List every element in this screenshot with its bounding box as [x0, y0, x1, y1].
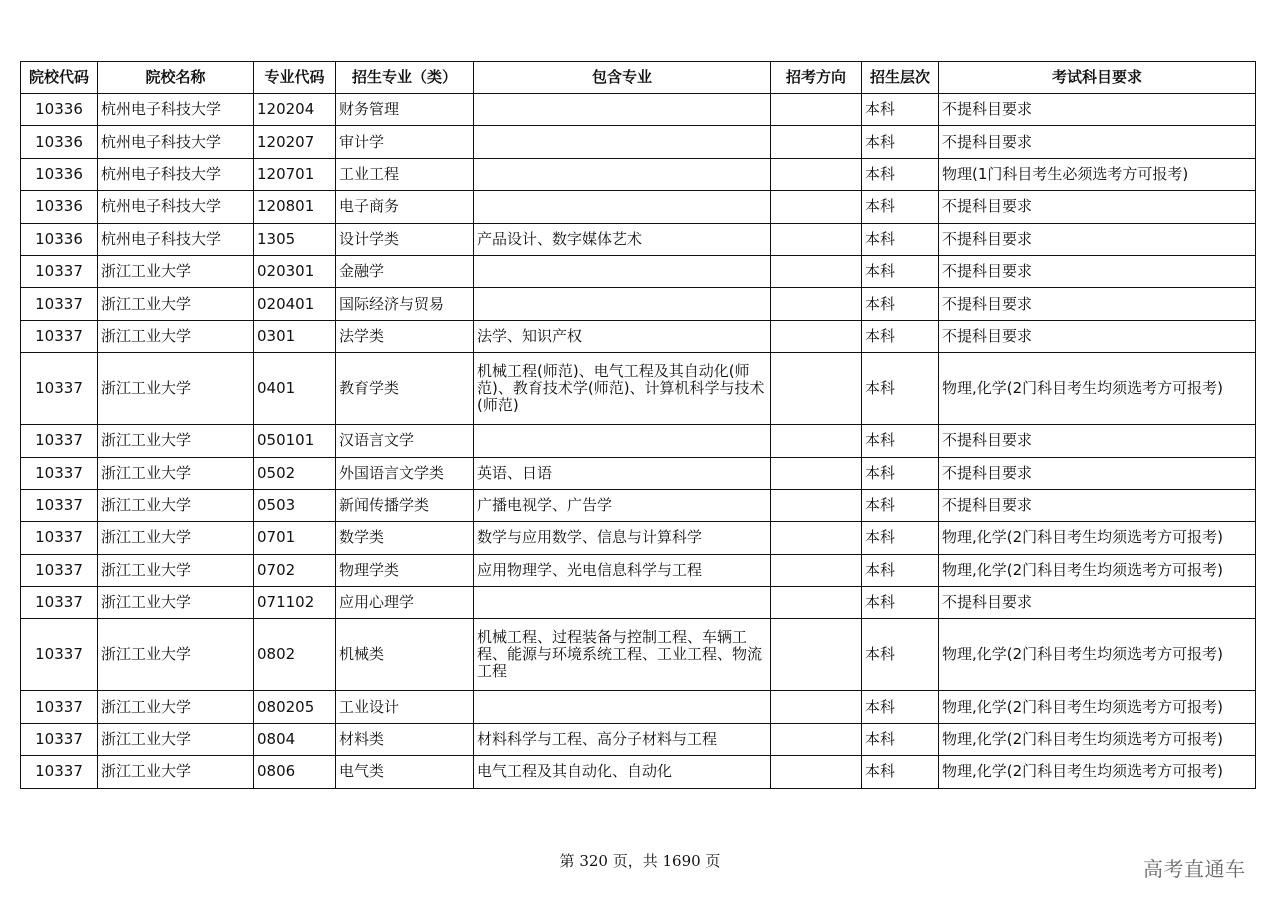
- cell-school-name: 浙江工业大学: [98, 723, 254, 755]
- cell-major-code: 1305: [254, 223, 336, 255]
- cell-direction: [771, 489, 862, 521]
- table-row: [21, 191, 1256, 223]
- cell-school-name: 浙江工业大学: [98, 756, 254, 788]
- cell-includes: 机械工程(师范)、电气工程及其自动化(师范)、教育技术学(师范)、计算机科学与技术(师范): [474, 353, 771, 425]
- cell-school-name: 浙江工业大学: [98, 457, 254, 489]
- cell-major-code: 120801: [254, 191, 336, 223]
- cell-school-name: 浙江工业大学: [98, 320, 254, 352]
- cell-requirement: 物理,化学(2门科目考生均须选考方可报考): [939, 522, 1256, 554]
- cell-includes: [474, 288, 771, 320]
- table-body: [21, 94, 1256, 789]
- cell-major: 教育学类: [336, 353, 474, 425]
- cell-school-code: 10337: [21, 288, 98, 320]
- cell-includes: 数学与应用数学、信息与计算科学: [474, 522, 771, 554]
- table-row: [21, 691, 1256, 723]
- cell-requirement: 不提科目要求: [939, 320, 1256, 352]
- header-major: 招生专业（类）: [336, 62, 474, 94]
- cell-includes: [474, 191, 771, 223]
- cell-includes: 英语、日语: [474, 457, 771, 489]
- table-row: [21, 126, 1256, 158]
- cell-school-code: 10337: [21, 691, 98, 723]
- cell-school-name: 浙江工业大学: [98, 425, 254, 457]
- cell-includes: 机械工程、过程装备与控制工程、车辆工程、能源与环境系统工程、工业工程、物流工程: [474, 619, 771, 691]
- cell-major-code: 020301: [254, 255, 336, 287]
- cell-major-code: 0702: [254, 554, 336, 586]
- cell-major: 新闻传播学类: [336, 489, 474, 521]
- cell-direction: [771, 756, 862, 788]
- cell-major: 电子商务: [336, 191, 474, 223]
- cell-major-code: 0802: [254, 619, 336, 691]
- cell-school-code: 10337: [21, 554, 98, 586]
- cell-school-code: 10337: [21, 457, 98, 489]
- cell-requirement: 不提科目要求: [939, 587, 1256, 619]
- cell-includes: 广播电视学、广告学: [474, 489, 771, 521]
- cell-level: 本科: [862, 94, 939, 126]
- table-row: [21, 489, 1256, 521]
- cell-includes: [474, 158, 771, 190]
- cell-school-code: 10337: [21, 756, 98, 788]
- table-row: [21, 587, 1256, 619]
- cell-major-code: 120701: [254, 158, 336, 190]
- cell-direction: [771, 522, 862, 554]
- table-row: [21, 723, 1256, 755]
- cell-requirement: 不提科目要求: [939, 489, 1256, 521]
- cell-direction: [771, 158, 862, 190]
- cell-level: 本科: [862, 255, 939, 287]
- cell-direction: [771, 457, 862, 489]
- cell-major: 外国语言文学类: [336, 457, 474, 489]
- cell-major-code: 020401: [254, 288, 336, 320]
- cell-direction: [771, 619, 862, 691]
- cell-includes: [474, 587, 771, 619]
- table-row: [21, 94, 1256, 126]
- cell-school-code: 10337: [21, 353, 98, 425]
- cell-direction: [771, 255, 862, 287]
- cell-direction: [771, 126, 862, 158]
- cell-level: 本科: [862, 723, 939, 755]
- watermark-text: 高考直通车: [1143, 857, 1246, 881]
- table-row: [21, 158, 1256, 190]
- cell-requirement: 不提科目要求: [939, 223, 1256, 255]
- cell-school-name: 浙江工业大学: [98, 554, 254, 586]
- cell-requirement: 物理,化学(2门科目考生均须选考方可报考): [939, 691, 1256, 723]
- cell-level: 本科: [862, 587, 939, 619]
- cell-school-name: 浙江工业大学: [98, 522, 254, 554]
- cell-major-code: 0502: [254, 457, 336, 489]
- cell-includes: [474, 94, 771, 126]
- cell-major-code: 120204: [254, 94, 336, 126]
- cell-major: 材料类: [336, 723, 474, 755]
- cell-school-name: 杭州电子科技大学: [98, 191, 254, 223]
- cell-school-code: 10337: [21, 723, 98, 755]
- cell-includes: [474, 255, 771, 287]
- cell-requirement: 不提科目要求: [939, 457, 1256, 489]
- header-major-code: 专业代码: [254, 62, 336, 94]
- cell-level: 本科: [862, 320, 939, 352]
- cell-school-name: 杭州电子科技大学: [98, 126, 254, 158]
- table-row: [21, 320, 1256, 352]
- cell-major: 设计学类: [336, 223, 474, 255]
- cell-major: 国际经济与贸易: [336, 288, 474, 320]
- cell-requirement: 不提科目要求: [939, 191, 1256, 223]
- cell-level: 本科: [862, 126, 939, 158]
- cell-major-code: 080205: [254, 691, 336, 723]
- header-direction: 招考方向: [771, 62, 862, 94]
- cell-direction: [771, 353, 862, 425]
- table-row: [21, 353, 1256, 425]
- cell-major-code: 0806: [254, 756, 336, 788]
- cell-school-code: 10337: [21, 587, 98, 619]
- cell-major: 金融学: [336, 255, 474, 287]
- page-number: 第 320 页，共 1690 页: [559, 852, 721, 870]
- cell-level: 本科: [862, 489, 939, 521]
- cell-school-code: 10336: [21, 191, 98, 223]
- cell-direction: [771, 723, 862, 755]
- cell-school-name: 杭州电子科技大学: [98, 94, 254, 126]
- cell-includes: 法学、知识产权: [474, 320, 771, 352]
- cell-requirement: 物理,化学(2门科目考生均须选考方可报考): [939, 619, 1256, 691]
- cell-major: 电气类: [336, 756, 474, 788]
- cell-level: 本科: [862, 457, 939, 489]
- cell-level: 本科: [862, 522, 939, 554]
- header-school-name: 院校名称: [98, 62, 254, 94]
- cell-level: 本科: [862, 691, 939, 723]
- cell-school-code: 10337: [21, 255, 98, 287]
- cell-level: 本科: [862, 191, 939, 223]
- cell-major-code: 0701: [254, 522, 336, 554]
- cell-direction: [771, 320, 862, 352]
- cell-school-code: 10336: [21, 94, 98, 126]
- cell-school-code: 10337: [21, 522, 98, 554]
- cell-school-name: 浙江工业大学: [98, 489, 254, 521]
- cell-requirement: 物理(1门科目考生必须选考方可报考): [939, 158, 1256, 190]
- cell-major: 审计学: [336, 126, 474, 158]
- cell-school-name: 杭州电子科技大学: [98, 158, 254, 190]
- cell-school-name: 浙江工业大学: [98, 288, 254, 320]
- cell-direction: [771, 288, 862, 320]
- header-level: 招生层次: [862, 62, 939, 94]
- cell-major: 数学类: [336, 522, 474, 554]
- cell-direction: [771, 554, 862, 586]
- cell-school-name: 浙江工业大学: [98, 255, 254, 287]
- cell-school-name: 浙江工业大学: [98, 587, 254, 619]
- cell-direction: [771, 587, 862, 619]
- cell-direction: [771, 425, 862, 457]
- table-row: [21, 522, 1256, 554]
- cell-level: 本科: [862, 619, 939, 691]
- cell-major-code: 071102: [254, 587, 336, 619]
- table-row: [21, 619, 1256, 691]
- cell-requirement: 不提科目要求: [939, 425, 1256, 457]
- cell-major-code: 120207: [254, 126, 336, 158]
- cell-includes: 应用物理学、光电信息科学与工程: [474, 554, 771, 586]
- cell-major-code: 0301: [254, 320, 336, 352]
- table-row: [21, 554, 1256, 586]
- header-school-code: 院校代码: [21, 62, 98, 94]
- header-row: [21, 62, 1256, 94]
- cell-includes: [474, 691, 771, 723]
- table-row: [21, 288, 1256, 320]
- cell-school-code: 10337: [21, 619, 98, 691]
- header-requirement: 考试科目要求: [939, 62, 1256, 94]
- table-row: [21, 756, 1256, 788]
- cell-school-name: 浙江工业大学: [98, 691, 254, 723]
- cell-major: 财务管理: [336, 94, 474, 126]
- cell-direction: [771, 223, 862, 255]
- cell-includes: 电气工程及其自动化、自动化: [474, 756, 771, 788]
- table-row: [21, 457, 1256, 489]
- cell-direction: [771, 94, 862, 126]
- cell-level: 本科: [862, 756, 939, 788]
- cell-requirement: 不提科目要求: [939, 255, 1256, 287]
- cell-includes: [474, 126, 771, 158]
- cell-major-code: 0401: [254, 353, 336, 425]
- admission-table: [20, 61, 1256, 789]
- cell-requirement: 物理,化学(2门科目考生均须选考方可报考): [939, 723, 1256, 755]
- cell-level: 本科: [862, 158, 939, 190]
- cell-school-code: 10336: [21, 126, 98, 158]
- cell-includes: 产品设计、数字媒体艺术: [474, 223, 771, 255]
- cell-level: 本科: [862, 288, 939, 320]
- cell-major: 应用心理学: [336, 587, 474, 619]
- cell-includes: [474, 425, 771, 457]
- cell-requirement: 不提科目要求: [939, 288, 1256, 320]
- cell-level: 本科: [862, 554, 939, 586]
- cell-requirement: 物理,化学(2门科目考生均须选考方可报考): [939, 554, 1256, 586]
- cell-school-code: 10337: [21, 489, 98, 521]
- cell-school-code: 10337: [21, 425, 98, 457]
- cell-major: 物理学类: [336, 554, 474, 586]
- cell-school-name: 浙江工业大学: [98, 353, 254, 425]
- cell-school-code: 10336: [21, 158, 98, 190]
- cell-requirement: 物理,化学(2门科目考生均须选考方可报考): [939, 756, 1256, 788]
- cell-requirement: 不提科目要求: [939, 94, 1256, 126]
- cell-major: 汉语言文学: [336, 425, 474, 457]
- cell-major-code: 0503: [254, 489, 336, 521]
- cell-major: 机械类: [336, 619, 474, 691]
- cell-level: 本科: [862, 425, 939, 457]
- cell-requirement: 不提科目要求: [939, 126, 1256, 158]
- cell-school-name: 杭州电子科技大学: [98, 223, 254, 255]
- cell-major: 工业工程: [336, 158, 474, 190]
- cell-level: 本科: [862, 223, 939, 255]
- cell-major: 工业设计: [336, 691, 474, 723]
- table-row: [21, 255, 1256, 287]
- cell-school-name: 浙江工业大学: [98, 619, 254, 691]
- cell-level: 本科: [862, 353, 939, 425]
- table-row: [21, 425, 1256, 457]
- cell-school-code: 10336: [21, 223, 98, 255]
- header-includes: 包含专业: [474, 62, 771, 94]
- cell-major-code: 0804: [254, 723, 336, 755]
- cell-direction: [771, 191, 862, 223]
- cell-major: 法学类: [336, 320, 474, 352]
- table-row: [21, 223, 1256, 255]
- cell-major-code: 050101: [254, 425, 336, 457]
- cell-direction: [771, 691, 862, 723]
- cell-requirement: 物理,化学(2门科目考生均须选考方可报考): [939, 353, 1256, 425]
- cell-includes: 材料科学与工程、高分子材料与工程: [474, 723, 771, 755]
- cell-school-code: 10337: [21, 320, 98, 352]
